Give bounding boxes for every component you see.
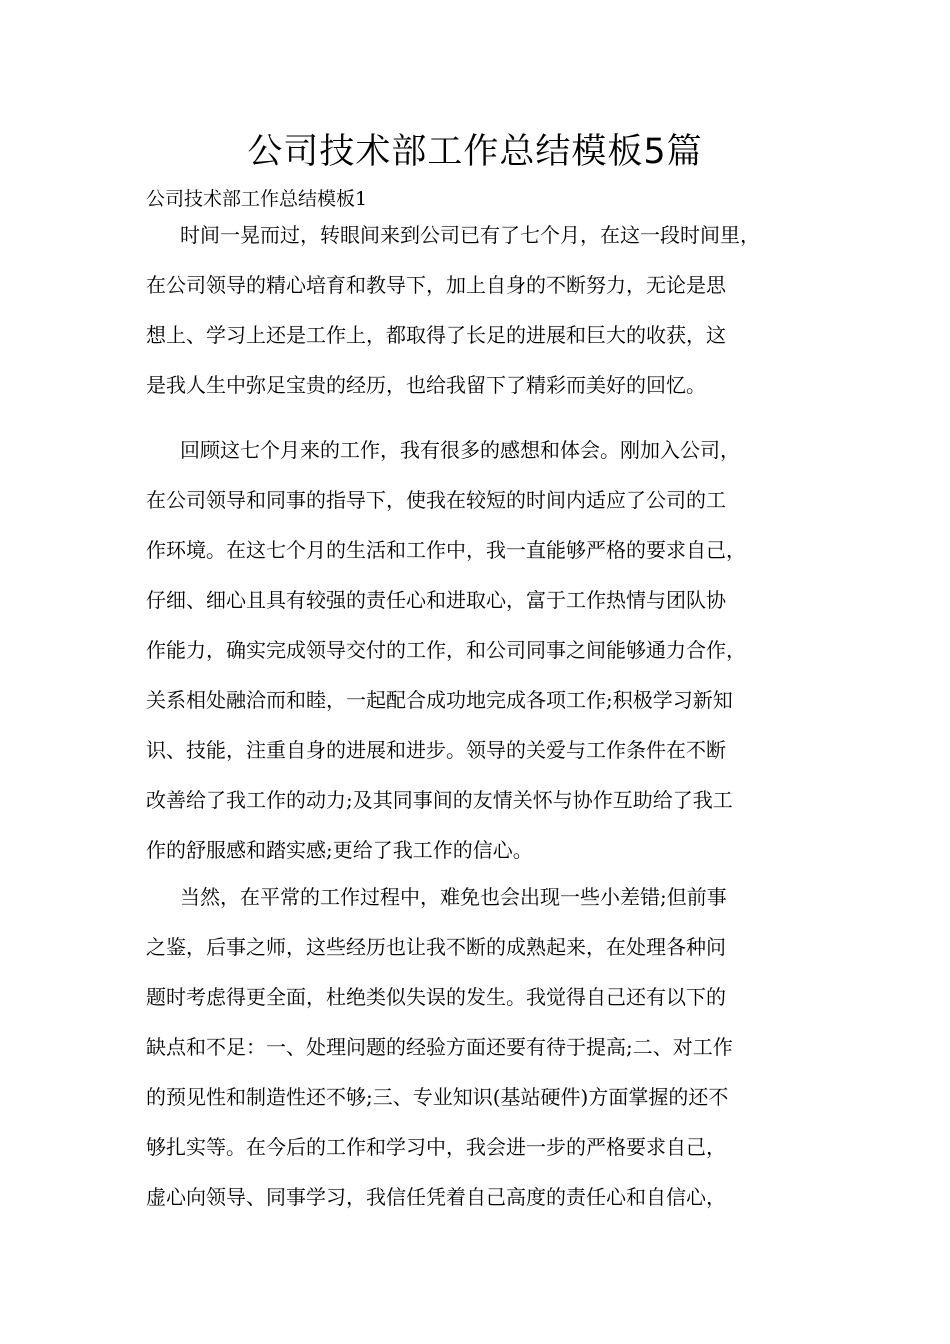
paragraph-line: 之鉴，后事之师，这些经历也让我不断的成熟起来，在处理各种问 xyxy=(146,935,726,959)
paragraph-line: 在公司领导的精心培育和教导下，加上自身的不断努力，无论是思 xyxy=(146,273,726,297)
paragraph-1 xyxy=(146,210,836,410)
paragraph-line: 够扎实等。在今后的工作和学习中，我会进一步的严格要求自己， xyxy=(146,1135,726,1159)
document-title: 公司技术部工作总结模板5篇 xyxy=(247,132,703,172)
paragraph-line: 缺点和不足：一、处理问题的经验方面还要有待于提高;二、对工作 xyxy=(146,1035,733,1059)
paragraph-line: 作的舒服感和踏实感;更给了我工作的信心。 xyxy=(146,838,533,862)
section-heading: 公司技术部工作总结模板1 xyxy=(146,188,368,210)
paragraph-line: 题时考虑得更全面，杜绝类似失误的发生。我觉得自己还有以下的 xyxy=(146,985,726,1009)
paragraph-line: 关系相处融洽而和睦，一起配合成功地完成各项工作;积极学习新知 xyxy=(146,688,733,712)
paragraph-line: 作环境。在这七个月的生活和工作中，我一直能够严格的要求自己， xyxy=(146,538,746,562)
paragraph-line: 想上、学习上还是工作上，都取得了长足的进展和巨大的收获，这 xyxy=(146,323,726,347)
paragraph-2 xyxy=(146,425,836,875)
paragraph-line: 时间一晃而过，转眼间来到公司已有了七个月，在这一段时间里， xyxy=(180,223,760,247)
paragraph-line: 在公司领导和同事的指导下，使我在较短的时间内适应了公司的工 xyxy=(146,488,726,512)
paragraph-line: 虚心向领导、同事学习，我信任凭着自己高度的责任心和自信心， xyxy=(146,1185,726,1209)
paragraph-line: 的预见性和制造性还不够;三、专业知识(基站硬件)方面掌握的还不 xyxy=(146,1085,729,1109)
paragraph-line: 当然，在平常的工作过程中，难免也会出现一些小差错;但前事 xyxy=(180,885,727,909)
paragraph-line: 是我人生中弥足宝贵的经历，也给我留下了精彩而美好的回忆。 xyxy=(146,373,706,397)
paragraph-line: 改善给了我工作的动力;及其同事间的友情关怀与协作互助给了我工 xyxy=(146,788,733,812)
paragraph-line: 作能力，确实完成领导交付的工作，和公司同事之间能够通力合作， xyxy=(146,638,746,662)
paragraph-3 xyxy=(146,872,836,1222)
paragraph-line: 回顾这七个月来的工作，我有很多的感想和体会。刚加入公司， xyxy=(180,438,740,462)
paragraph-line: 识、技能，注重自身的进展和进步。领导的关爱与工作条件在不断 xyxy=(146,738,726,762)
paragraph-line: 仔细、细心且具有较强的责任心和进取心，富于工作热情与团队协 xyxy=(146,588,726,612)
